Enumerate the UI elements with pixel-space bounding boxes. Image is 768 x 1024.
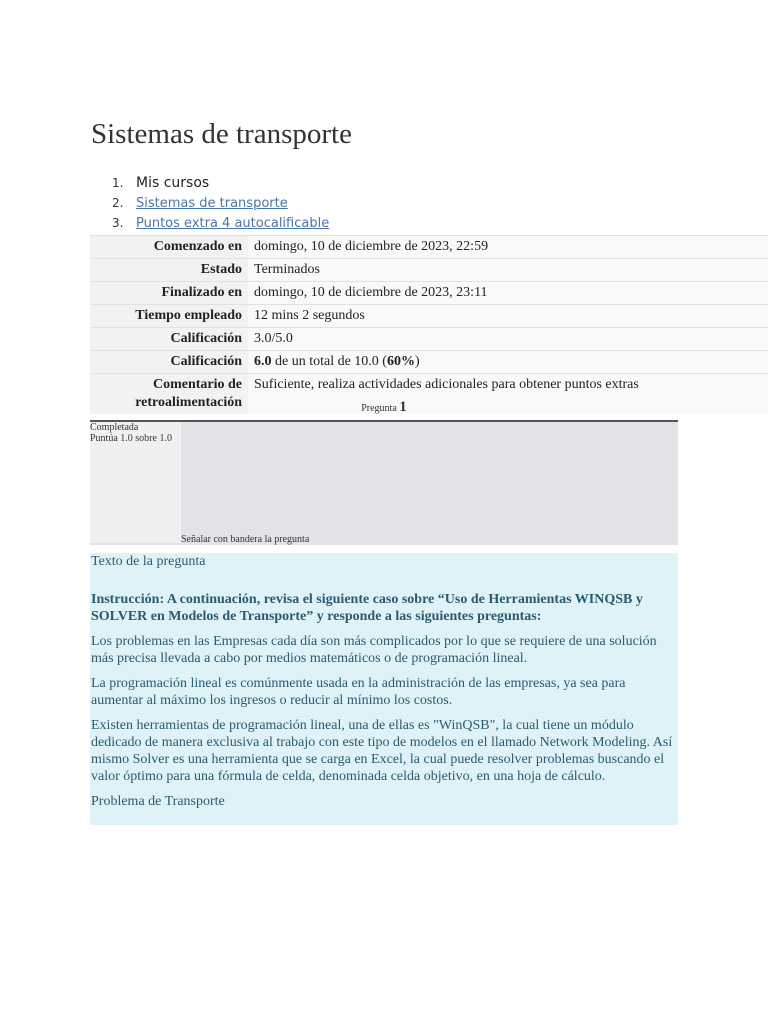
question-number [90, 399, 678, 416]
summary-row-state [90, 259, 768, 282]
summary-label-line: retroalimentación [135, 395, 242, 410]
breadcrumb [112, 173, 329, 233]
breadcrumb-number: 3. [112, 216, 124, 230]
summary-row-marks [90, 328, 768, 351]
question-instruction: Instrucción: A continuación, revisa el siguiente caso sobre “Uso de Herramientas WINQSB y SOLVER en Modelos de Transporte” y responde a las siguientes preguntas: [91, 592, 643, 624]
question-paragraph: La programación lineal es comúnmente usada en la administración de las empresas, ya sea para aumentar al máximo los ingresos o reducir al mínimo los costos. [91, 676, 626, 708]
summary-row-grade [90, 351, 768, 374]
question-info [90, 420, 678, 545]
breadcrumb-link-quiz[interactable]: Puntos extra 4 autocalificable [136, 216, 330, 231]
question-prefix: Pregunta [361, 403, 397, 414]
flag-question-link[interactable]: Señalar con bandera la pregunta [181, 534, 310, 545]
summary-row-finished [90, 282, 768, 305]
breadcrumb-number: 2. [112, 196, 124, 210]
question-text-heading: Texto de la pregunta [91, 554, 206, 569]
question-number-value: 1 [399, 399, 407, 415]
summary-label: Calificación [90, 351, 248, 374]
page-title: Sistemas de transporte [91, 118, 352, 150]
summary-value: 12 mins 2 segundos [248, 305, 768, 328]
grade-close-paren: ) [414, 354, 420, 369]
question-grade: Puntúa 1.0 sobre 1.0 [90, 433, 172, 444]
grade-value: 6.0 [254, 354, 272, 369]
breadcrumb-item-course[interactable] [112, 193, 329, 213]
summary-value: Suficiente, realiza actividades adicionales para obtener puntos extras [248, 374, 768, 415]
breadcrumb-item-quiz[interactable] [112, 213, 329, 233]
breadcrumb-link-course[interactable]: Sistemas de transporte [136, 196, 288, 211]
question-content [90, 553, 678, 825]
attempt-summary-table [90, 235, 768, 414]
grade-percent: 60% [386, 354, 415, 369]
question-state: Completada [90, 422, 139, 433]
summary-label: Estado [90, 259, 248, 282]
summary-label: Calificación [90, 328, 248, 351]
summary-label-line: Comentario de [152, 377, 242, 392]
summary-value [248, 351, 768, 374]
summary-value: domingo, 10 de diciembre de 2023, 22:59 [248, 236, 768, 259]
summary-label: Tiempo empleado [90, 305, 248, 328]
question-status-panel [90, 422, 181, 543]
question-paragraph: Existen herramientas de programación lineal, una de ellas es "WinQSB", la cual tiene un módulo dedicado de manera exclusiva al trabajo con este tipo de modelos en el llamado Network Modeling. Así mismo Solver es una herramienta que se carga en Excel, la cual puede resolver problemas buscando el valor óptimo para una fórmula de celda, denominada celda objetivo, en una hoja de cálculo. [91, 718, 673, 784]
grade-total-text: de un total de 10.0 ( [271, 354, 387, 369]
summary-value: domingo, 10 de diciembre de 2023, 23:11 [248, 282, 768, 305]
summary-label: Finalizado en [90, 282, 248, 305]
breadcrumb-label[interactable]: Mis cursos [136, 175, 210, 191]
question-paragraph: Los problemas en las Empresas cada día son más complicados por lo que se requiere de una solución más precisa llevada a cabo por medios matemáticos o de programación lineal. [91, 634, 657, 666]
summary-row-time-taken [90, 305, 768, 328]
summary-value: 3.0/5.0 [248, 328, 768, 351]
summary-row-started [90, 236, 768, 259]
summary-value: Terminados [248, 259, 768, 282]
question-paragraph: Problema de Transporte [91, 794, 225, 809]
breadcrumb-number: 1. [112, 176, 124, 190]
breadcrumb-item-my-courses[interactable] [112, 173, 329, 193]
summary-label: Comenzado en [90, 236, 248, 259]
